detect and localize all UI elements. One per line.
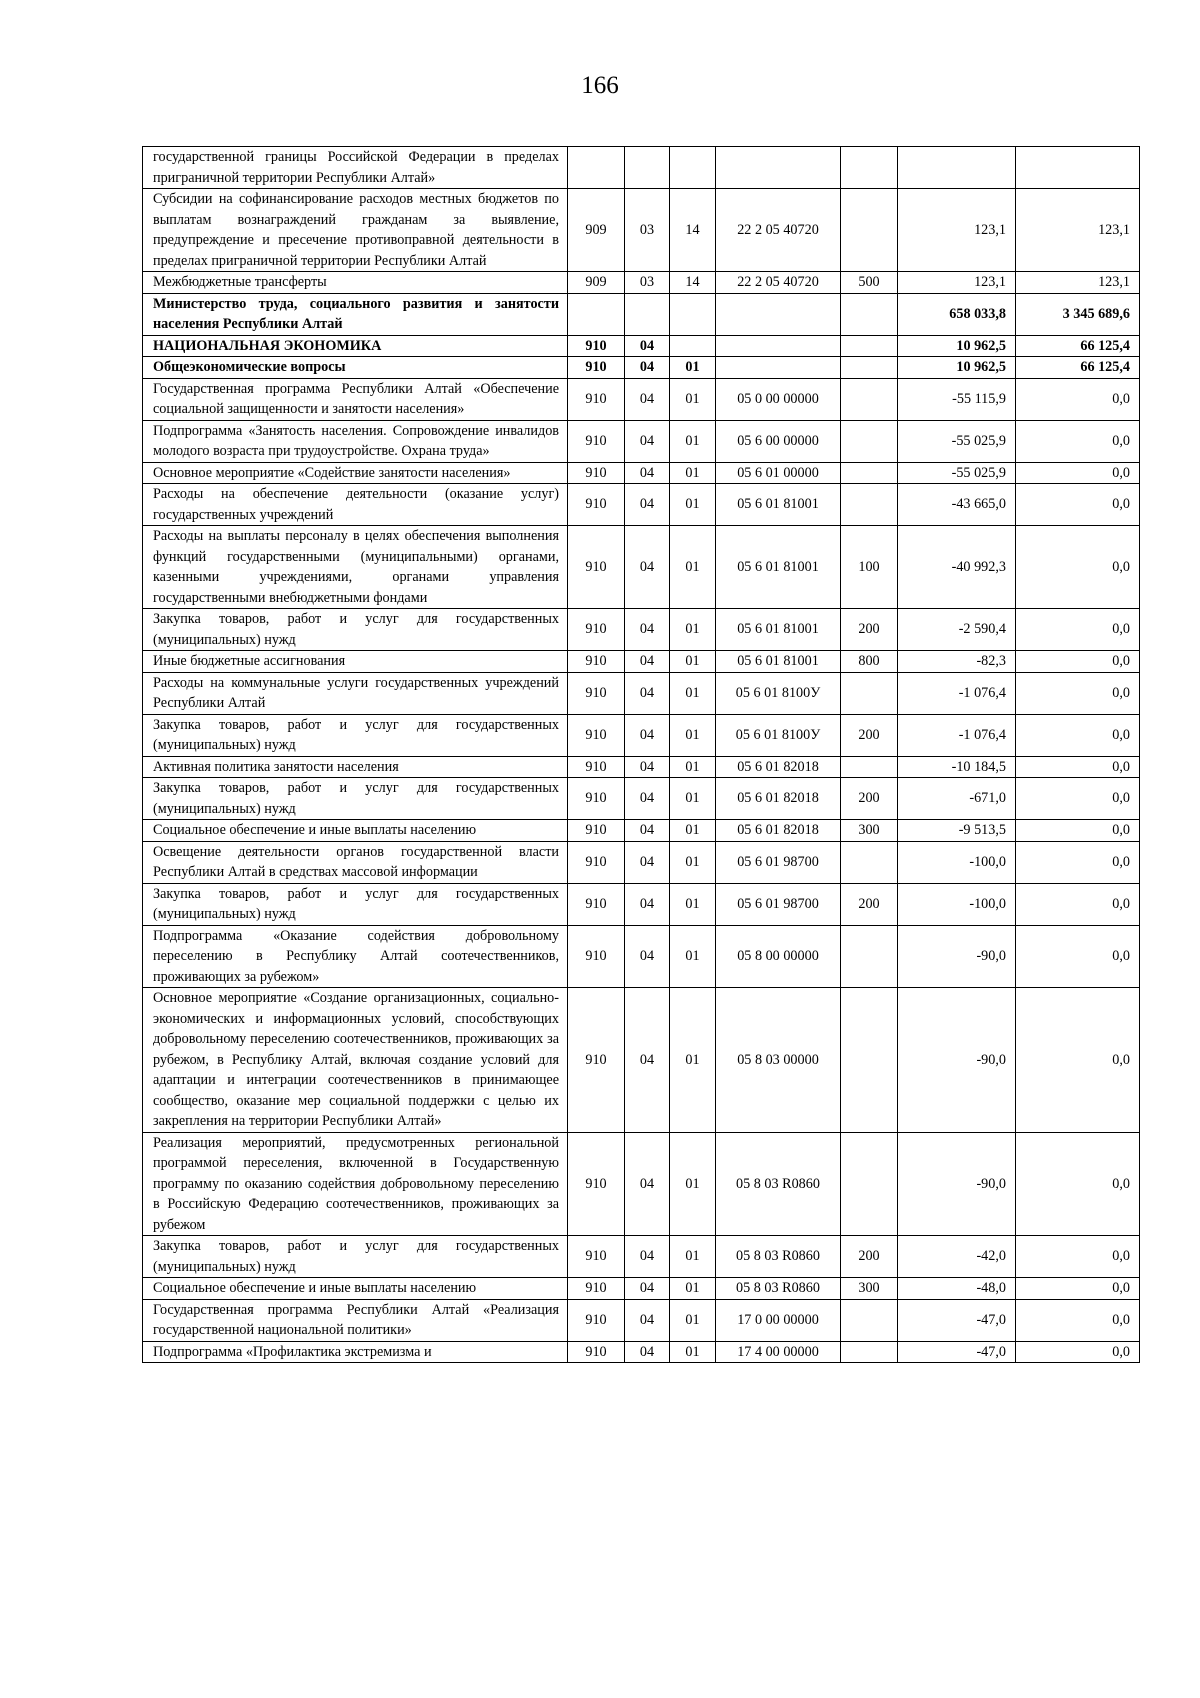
cell-rz: 03 [625, 189, 670, 272]
cell-csr: 05 6 01 98700 [716, 841, 841, 883]
cell-sum-2: 0,0 [1016, 1299, 1140, 1341]
table-row [143, 841, 1140, 883]
cell-csr: 05 6 01 81001 [716, 526, 841, 609]
cell-csr: 05 6 01 00000 [716, 462, 841, 484]
cell-csr: 17 4 00 00000 [716, 1341, 841, 1363]
cell-name: Расходы на коммунальные услуги государственных учреждений Республики Алтай [143, 672, 568, 714]
cell-csr: 05 6 01 82018 [716, 778, 841, 820]
cell-ved: 910 [568, 841, 625, 883]
cell-pr: 14 [670, 272, 716, 294]
cell-vr [841, 1299, 898, 1341]
cell-pr [670, 293, 716, 335]
cell-ved: 910 [568, 883, 625, 925]
cell-name: Общеэкономические вопросы [143, 357, 568, 379]
cell-pr: 01 [670, 378, 716, 420]
cell-sum-2: 0,0 [1016, 526, 1140, 609]
cell-rz: 04 [625, 778, 670, 820]
cell-name: Активная политика занятости населения [143, 756, 568, 778]
cell-name: Подпрограмма «Профилактика экстремизма и [143, 1341, 568, 1363]
cell-sum-2: 0,0 [1016, 883, 1140, 925]
cell-name: Межбюджетные трансферты [143, 272, 568, 294]
cell-rz: 04 [625, 484, 670, 526]
table-row [143, 335, 1140, 357]
budget-table [142, 146, 1140, 1363]
cell-ved: 910 [568, 420, 625, 462]
cell-ved: 910 [568, 778, 625, 820]
cell-sum-1: -55 115,9 [898, 378, 1016, 420]
cell-sum-1: -9 513,5 [898, 820, 1016, 842]
cell-vr [841, 357, 898, 379]
cell-rz: 04 [625, 1299, 670, 1341]
cell-vr [841, 293, 898, 335]
table-row [143, 988, 1140, 1133]
cell-csr: 05 8 03 R0860 [716, 1236, 841, 1278]
cell-pr: 01 [670, 462, 716, 484]
cell-sum-1: -82,3 [898, 651, 1016, 673]
table-row [143, 357, 1140, 379]
cell-csr: 22 2 05 40720 [716, 189, 841, 272]
cell-sum-1: -42,0 [898, 1236, 1016, 1278]
cell-rz: 04 [625, 378, 670, 420]
cell-rz: 04 [625, 1341, 670, 1363]
cell-ved: 910 [568, 1132, 625, 1236]
cell-ved: 910 [568, 925, 625, 988]
cell-name: Подпрограмма «Занятость населения. Сопровождение инвалидов молодого возраста при трудоустройстве. Охрана труда» [143, 420, 568, 462]
cell-sum-1: -100,0 [898, 883, 1016, 925]
cell-csr: 05 6 01 81001 [716, 651, 841, 673]
cell-name: НАЦИОНАЛЬНАЯ ЭКОНОМИКА [143, 335, 568, 357]
cell-vr [841, 988, 898, 1133]
cell-name: Реализация мероприятий, предусмотренных региональной программой переселения, включенной в Государственную программу по оказанию содействия добровольному переселению в Российскую Федерацию соотечественников, проживающих за рубежом [143, 1132, 568, 1236]
cell-name: Закупка товаров, работ и услуг для государственных (муниципальных) нужд [143, 714, 568, 756]
cell-name: Основное мероприятие «Содействие занятости населения» [143, 462, 568, 484]
cell-ved: 910 [568, 462, 625, 484]
cell-ved [568, 293, 625, 335]
cell-sum-1: -100,0 [898, 841, 1016, 883]
cell-sum-1: -40 992,3 [898, 526, 1016, 609]
cell-sum-2: 0,0 [1016, 1341, 1140, 1363]
cell-vr [841, 925, 898, 988]
cell-name: Закупка товаров, работ и услуг для государственных (муниципальных) нужд [143, 609, 568, 651]
cell-pr [670, 147, 716, 189]
cell-name: Освещение деятельности органов государственной власти Республики Алтай в средствах массовой информации [143, 841, 568, 883]
page-number: 166 [581, 72, 619, 99]
cell-sum-2: 3 345 689,6 [1016, 293, 1140, 335]
table-row [143, 672, 1140, 714]
cell-csr: 05 6 01 98700 [716, 883, 841, 925]
cell-sum-1: -43 665,0 [898, 484, 1016, 526]
cell-vr [841, 420, 898, 462]
cell-rz: 04 [625, 756, 670, 778]
cell-ved: 909 [568, 189, 625, 272]
cell-vr: 100 [841, 526, 898, 609]
cell-csr [716, 293, 841, 335]
table-row [143, 756, 1140, 778]
cell-csr: 05 0 00 00000 [716, 378, 841, 420]
cell-csr [716, 357, 841, 379]
cell-csr: 05 8 00 00000 [716, 925, 841, 988]
cell-rz: 04 [625, 714, 670, 756]
cell-pr: 01 [670, 526, 716, 609]
cell-ved [568, 147, 625, 189]
cell-csr [716, 335, 841, 357]
cell-pr: 01 [670, 420, 716, 462]
cell-vr: 300 [841, 1278, 898, 1300]
cell-ved: 910 [568, 1299, 625, 1341]
cell-ved: 910 [568, 1236, 625, 1278]
cell-ved: 910 [568, 988, 625, 1133]
cell-name: Социальное обеспечение и иные выплаты населению [143, 820, 568, 842]
cell-ved: 910 [568, 335, 625, 357]
table-row [143, 1341, 1140, 1363]
cell-rz [625, 293, 670, 335]
cell-rz: 04 [625, 462, 670, 484]
table-row [143, 420, 1140, 462]
cell-vr [841, 1132, 898, 1236]
cell-sum-2: 66 125,4 [1016, 335, 1140, 357]
table-row [143, 1278, 1140, 1300]
cell-sum-1: -90,0 [898, 925, 1016, 988]
cell-sum-2: 0,0 [1016, 609, 1140, 651]
cell-ved: 910 [568, 651, 625, 673]
cell-name: государственной границы Российской Федерации в пределах приграничной территории Республики Алтай» [143, 147, 568, 189]
table-row [143, 1236, 1140, 1278]
cell-csr: 22 2 05 40720 [716, 272, 841, 294]
cell-sum-1: -90,0 [898, 988, 1016, 1133]
cell-sum-2 [1016, 147, 1140, 189]
cell-name: Министерство труда, социального развития и занятости населения Республики Алтай [143, 293, 568, 335]
cell-rz: 04 [625, 925, 670, 988]
cell-csr: 05 6 01 8100У [716, 672, 841, 714]
cell-sum-1: -1 076,4 [898, 672, 1016, 714]
cell-rz: 03 [625, 272, 670, 294]
cell-ved: 909 [568, 272, 625, 294]
cell-vr [841, 462, 898, 484]
cell-pr: 01 [670, 841, 716, 883]
cell-ved: 910 [568, 357, 625, 379]
cell-ved: 910 [568, 378, 625, 420]
cell-sum-2: 0,0 [1016, 672, 1140, 714]
cell-sum-1: 658 033,8 [898, 293, 1016, 335]
cell-ved: 910 [568, 820, 625, 842]
cell-csr: 05 8 03 R0860 [716, 1132, 841, 1236]
cell-rz: 04 [625, 526, 670, 609]
cell-sum-2: 66 125,4 [1016, 357, 1140, 379]
cell-vr [841, 1341, 898, 1363]
cell-pr: 01 [670, 1341, 716, 1363]
cell-sum-1: -671,0 [898, 778, 1016, 820]
cell-sum-1: -10 184,5 [898, 756, 1016, 778]
table-row [143, 1299, 1140, 1341]
cell-sum-1: 123,1 [898, 272, 1016, 294]
table-row [143, 778, 1140, 820]
table-row [143, 609, 1140, 651]
cell-pr: 01 [670, 1278, 716, 1300]
cell-pr: 01 [670, 883, 716, 925]
cell-name: Субсидии на софинансирование расходов местных бюджетов по выплатам вознаграждений гражданам за выявление, предупреждение и пресечение противоправной деятельности в пределах приграничной территории Республики Алтай [143, 189, 568, 272]
cell-rz: 04 [625, 672, 670, 714]
cell-rz [625, 147, 670, 189]
table-row [143, 147, 1140, 189]
cell-pr: 14 [670, 189, 716, 272]
cell-ved: 910 [568, 1341, 625, 1363]
table-row [143, 820, 1140, 842]
cell-rz: 04 [625, 420, 670, 462]
cell-csr: 05 6 01 82018 [716, 820, 841, 842]
cell-csr: 17 0 00 00000 [716, 1299, 841, 1341]
cell-vr: 500 [841, 272, 898, 294]
cell-name: Закупка товаров, работ и услуг для государственных (муниципальных) нужд [143, 1236, 568, 1278]
cell-sum-1: 10 962,5 [898, 335, 1016, 357]
cell-pr: 01 [670, 820, 716, 842]
cell-csr: 05 6 01 82018 [716, 756, 841, 778]
cell-csr: 05 6 00 00000 [716, 420, 841, 462]
cell-pr [670, 335, 716, 357]
cell-vr: 200 [841, 714, 898, 756]
cell-sum-2: 0,0 [1016, 988, 1140, 1133]
cell-pr: 01 [670, 357, 716, 379]
cell-sum-1: -2 590,4 [898, 609, 1016, 651]
cell-sum-2: 0,0 [1016, 420, 1140, 462]
cell-vr: 200 [841, 609, 898, 651]
cell-name: Закупка товаров, работ и услуг для государственных (муниципальных) нужд [143, 883, 568, 925]
cell-name: Иные бюджетные ассигнования [143, 651, 568, 673]
cell-sum-1: 10 962,5 [898, 357, 1016, 379]
cell-csr: 05 6 01 81001 [716, 484, 841, 526]
table-row [143, 272, 1140, 294]
cell-sum-1: -47,0 [898, 1299, 1016, 1341]
cell-name: Закупка товаров, работ и услуг для государственных (муниципальных) нужд [143, 778, 568, 820]
cell-rz: 04 [625, 820, 670, 842]
cell-sum-1: -47,0 [898, 1341, 1016, 1363]
cell-pr: 01 [670, 1299, 716, 1341]
cell-sum-2: 0,0 [1016, 925, 1140, 988]
cell-name: Государственная программа Республики Алтай «Реализация государственной национальной политики» [143, 1299, 568, 1341]
cell-sum-2: 0,0 [1016, 484, 1140, 526]
cell-pr: 01 [670, 651, 716, 673]
cell-name: Социальное обеспечение и иные выплаты населению [143, 1278, 568, 1300]
cell-sum-2: 0,0 [1016, 714, 1140, 756]
cell-pr: 01 [670, 1236, 716, 1278]
table-row [143, 462, 1140, 484]
cell-rz: 04 [625, 1236, 670, 1278]
cell-rz: 04 [625, 988, 670, 1133]
table-row [143, 293, 1140, 335]
cell-rz: 04 [625, 609, 670, 651]
cell-ved: 910 [568, 609, 625, 651]
cell-sum-1: -1 076,4 [898, 714, 1016, 756]
cell-sum-1: -90,0 [898, 1132, 1016, 1236]
cell-vr: 200 [841, 883, 898, 925]
cell-sum-2: 0,0 [1016, 778, 1140, 820]
cell-sum-2: 0,0 [1016, 1236, 1140, 1278]
table-row [143, 378, 1140, 420]
cell-vr [841, 378, 898, 420]
cell-ved: 910 [568, 756, 625, 778]
cell-pr: 01 [670, 778, 716, 820]
cell-name: Подпрограмма «Оказание содействия добровольному переселению в Республику Алтай соотечественников, проживающих за рубежом» [143, 925, 568, 988]
cell-pr: 01 [670, 756, 716, 778]
cell-pr: 01 [670, 714, 716, 756]
cell-sum-1: -48,0 [898, 1278, 1016, 1300]
cell-sum-2: 123,1 [1016, 272, 1140, 294]
table-row [143, 189, 1140, 272]
cell-ved: 910 [568, 714, 625, 756]
cell-ved: 910 [568, 484, 625, 526]
cell-name: Расходы на обеспечение деятельности (оказание услуг) государственных учреждений [143, 484, 568, 526]
cell-pr: 01 [670, 609, 716, 651]
cell-vr [841, 335, 898, 357]
cell-sum-2: 0,0 [1016, 462, 1140, 484]
cell-csr: 05 6 01 8100У [716, 714, 841, 756]
cell-vr [841, 841, 898, 883]
table-row [143, 883, 1140, 925]
cell-csr [716, 147, 841, 189]
cell-vr [841, 484, 898, 526]
table-row [143, 714, 1140, 756]
cell-vr: 200 [841, 1236, 898, 1278]
cell-vr: 200 [841, 778, 898, 820]
cell-name: Основное мероприятие «Создание организационных, социально-экономических и информационных условий, способствующих добровольному переселению соотечественников, проживающих за рубежом, в Республику Алтай, включая создание условий для адаптации и интеграции соотечественников в принимающее сообщество, оказание мер социальной поддержки с целью их закрепления на территории Республики Алтай» [143, 988, 568, 1133]
cell-sum-2: 0,0 [1016, 378, 1140, 420]
cell-vr [841, 189, 898, 272]
cell-rz: 04 [625, 1278, 670, 1300]
cell-csr: 05 8 03 R0860 [716, 1278, 841, 1300]
cell-sum-1 [898, 147, 1016, 189]
cell-sum-2: 0,0 [1016, 756, 1140, 778]
cell-vr [841, 147, 898, 189]
table-row [143, 1132, 1140, 1236]
cell-sum-2: 0,0 [1016, 820, 1140, 842]
cell-sum-2: 0,0 [1016, 1132, 1140, 1236]
cell-vr [841, 672, 898, 714]
cell-sum-2: 123,1 [1016, 189, 1140, 272]
table-row [143, 925, 1140, 988]
cell-sum-1: 123,1 [898, 189, 1016, 272]
cell-pr: 01 [670, 672, 716, 714]
cell-sum-2: 0,0 [1016, 1278, 1140, 1300]
cell-rz: 04 [625, 883, 670, 925]
cell-sum-1: -55 025,9 [898, 420, 1016, 462]
table-body [143, 147, 1140, 1363]
cell-rz: 04 [625, 1132, 670, 1236]
cell-sum-2: 0,0 [1016, 651, 1140, 673]
cell-rz: 04 [625, 335, 670, 357]
table-row [143, 651, 1140, 673]
cell-vr: 800 [841, 651, 898, 673]
cell-pr: 01 [670, 1132, 716, 1236]
cell-vr: 300 [841, 820, 898, 842]
table-row [143, 484, 1140, 526]
cell-sum-1: -55 025,9 [898, 462, 1016, 484]
cell-csr: 05 6 01 81001 [716, 609, 841, 651]
cell-pr: 01 [670, 484, 716, 526]
cell-vr [841, 756, 898, 778]
table-row [143, 526, 1140, 609]
cell-ved: 910 [568, 672, 625, 714]
cell-csr: 05 8 03 00000 [716, 988, 841, 1133]
cell-sum-2: 0,0 [1016, 841, 1140, 883]
cell-name: Расходы на выплаты персоналу в целях обеспечения выполнения функций государственными (муниципальными) органами, казенными учреждениями, органами управления государственными внебюджетными фондами [143, 526, 568, 609]
cell-pr: 01 [670, 988, 716, 1133]
cell-rz: 04 [625, 357, 670, 379]
cell-rz: 04 [625, 841, 670, 883]
cell-name: Государственная программа Республики Алтай «Обеспечение социальной защищенности и занятости населения» [143, 378, 568, 420]
cell-ved: 910 [568, 1278, 625, 1300]
cell-ved: 910 [568, 526, 625, 609]
cell-pr: 01 [670, 925, 716, 988]
cell-rz: 04 [625, 651, 670, 673]
